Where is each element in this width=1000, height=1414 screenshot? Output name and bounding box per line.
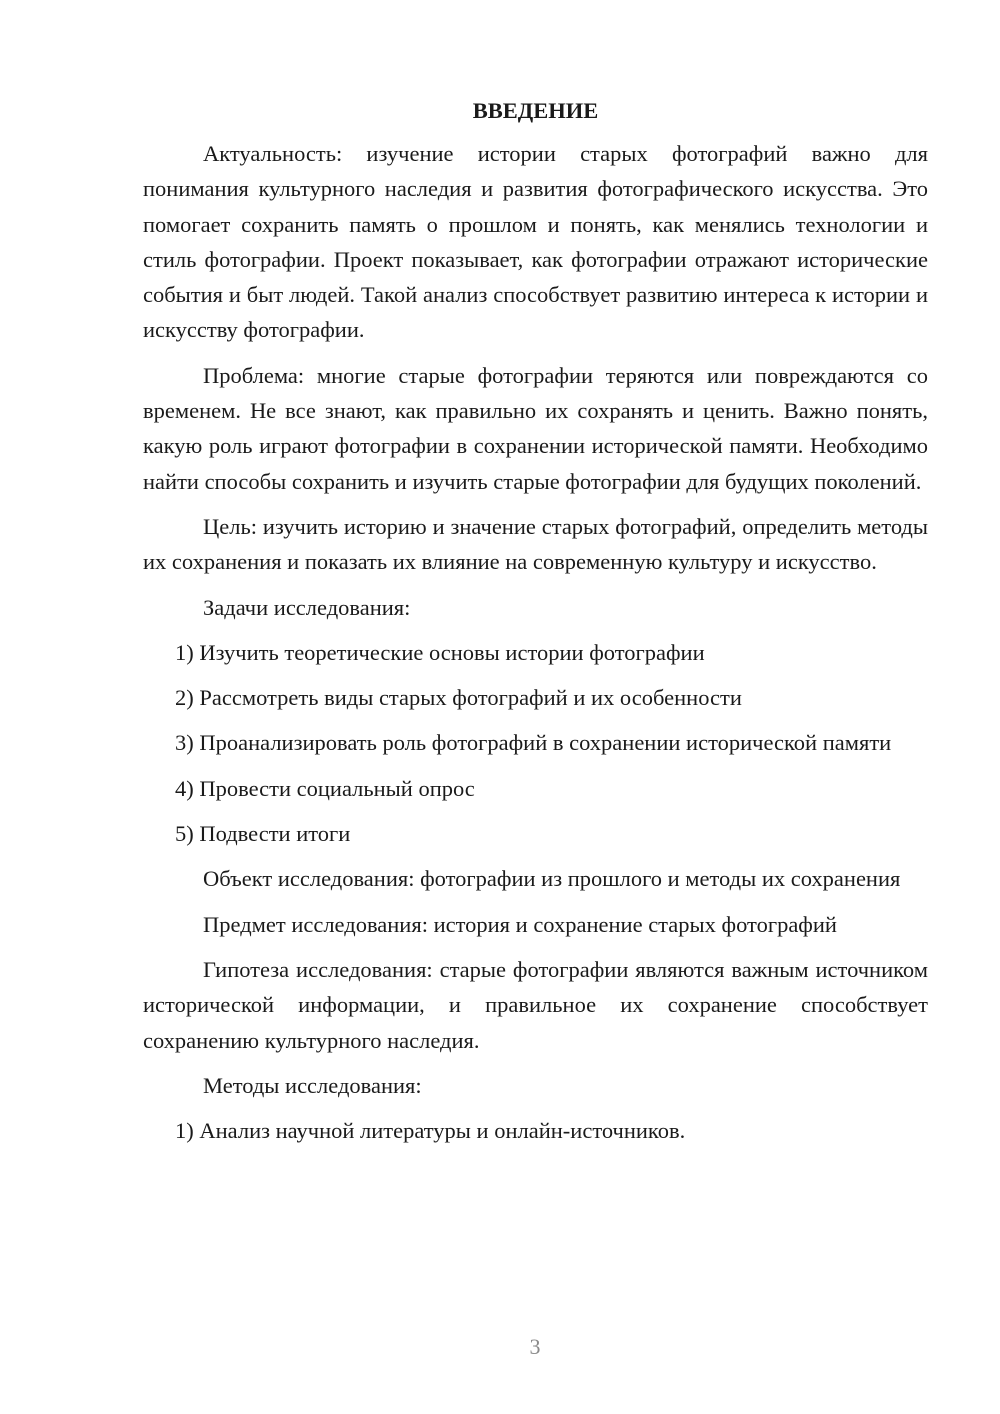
method-item-1: 1) Анализ научной литературы и онлайн-источников. [175,1118,686,1144]
hypothesis-paragraph: Гипотеза исследования: старые фотографии являются важным источником исторической информации, и правильное их сохранение способствует сохранению культурного наследия. [143,956,928,1053]
task-item-4: 4) Провести социальный опрос [175,775,475,801]
document-page [143,96,928,1158]
goal-paragraph: Цель: изучить историю и значение старых фотографий, определить методы их сохранения и показать их влияние на современную культуру и искусство. [143,513,928,575]
problem-paragraph: Проблема: многие старые фотографии теряются или повреждаются со временем. Не все знают, как правильно их сохранять и ценить. Важно понять, какую роль играют фотографии в сохранении исторической памяти. Необходимо найти способы сохранить и изучить старые фотографии для будущих поколений. [143,362,928,494]
task-item-1: 1) Изучить теоретические основы истории фотографии [175,639,705,665]
object-paragraph: Объект исследования: фотографии из прошлого и методы их сохранения [203,866,901,892]
section-title: ВВЕДЕНИЕ [472,98,599,123]
task-item-2: 2) Рассмотреть виды старых фотографий и их особенности [175,685,742,711]
subject-paragraph: Предмет исследования: история и сохранение старых фотографий [203,911,837,937]
page-number: 3 [529,1334,541,1359]
relevance-paragraph: Актуальность: изучение истории старых фотографий важно для понимания культурного наследия и развития фотографического искусства. Это помогает сохранить память о прошлом и понять, как менялись технологии и стиль фотографии. Проект показывает, как фотографии отражают исторические события и быт людей. Такой анализ способствует развитию интереса к истории и искусству фотографии. [143,141,928,343]
tasks-heading: Задачи исследования: [203,594,411,620]
task-item-5: 5) Подвести итоги [175,821,351,847]
task-item-3: 3) Проанализировать роль фотографий в сохранении исторической памяти [175,730,892,756]
methods-heading: Методы исследования: [203,1072,422,1098]
